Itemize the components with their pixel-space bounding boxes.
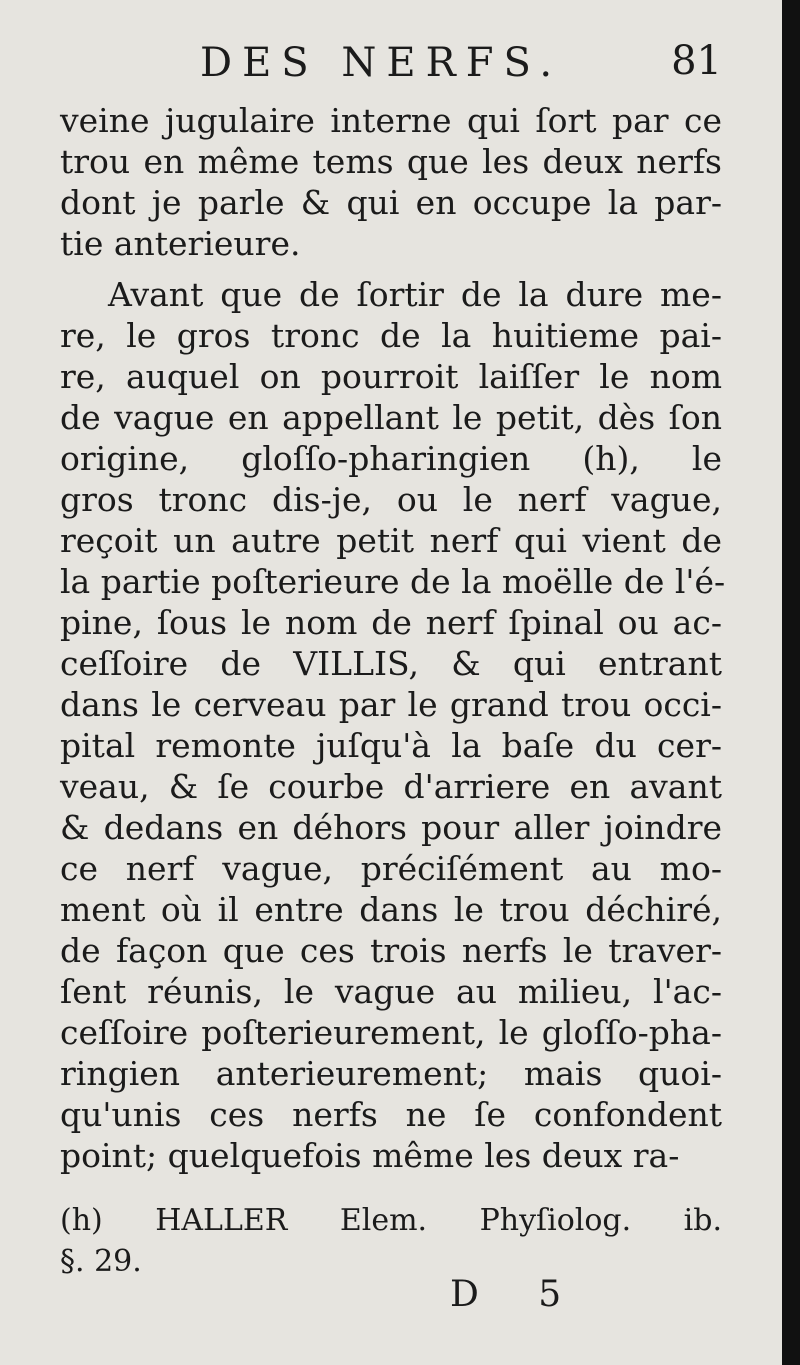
text-line: pine, ſous le nom de nerf ſpinal ou ac-	[60, 603, 722, 642]
body-text	[60, 100, 726, 1176]
running-head: DES NERFS.	[200, 40, 563, 86]
text-line: ſent réunis, le vague au milieu, l'ac-	[60, 972, 722, 1011]
text-line: point; quelquefois même les deux ra-	[60, 1136, 680, 1175]
text-line: ceſſoire de VILLIS, & qui entrant	[60, 644, 722, 683]
paragraph	[60, 274, 726, 1176]
text-line: veine jugulaire interne qui ſort par ce	[60, 101, 722, 140]
text-line: gros tronc dis-je, ou le nerf vague,	[60, 480, 722, 519]
signature-mark: D 5	[450, 1274, 586, 1315]
text-line: tie anterieure.	[60, 224, 301, 263]
text-line: de façon que ces trois nerfs le traver-	[60, 931, 722, 970]
text-line: ringien anterieurement; mais quoi-	[60, 1054, 722, 1093]
text-line: la partie poſterieure de la moëlle de l'é-	[60, 562, 726, 601]
text-line: re, auquel on pourroit laiſſer le nom	[60, 357, 722, 396]
text-line: & dedans en déhors pour aller joindre	[60, 808, 722, 847]
text-line: qu'unis ces nerfs ne ſe confondent	[60, 1095, 722, 1134]
page-edge-shadow	[782, 0, 800, 1365]
footnote-line: §. 29.	[60, 1244, 142, 1279]
text-line: dans le cerveau par le grand trou occi-	[60, 685, 722, 724]
page-header	[60, 30, 722, 90]
text-line: reçoit un autre petit nerf qui vient de	[60, 521, 722, 560]
text-line: re, le gros tronc de la huitieme pai-	[60, 316, 722, 355]
text-line: dont je parle & qui en occupe la par-	[60, 183, 722, 222]
text-line: trou en même tems que les deux nerfs	[60, 142, 722, 181]
paragraph	[60, 100, 722, 264]
text-line: veau, & ſe courbe d'arriere en avant	[60, 767, 722, 806]
text-line: ce nerf vague, préciſément au mo-	[60, 849, 722, 888]
page-number: 81	[671, 38, 722, 84]
text-line: origine, gloſſo-pharingien (h), le	[60, 439, 722, 478]
footnote	[60, 1200, 722, 1282]
text-line: de vague en appellant le petit, dès ſon	[60, 398, 722, 437]
paragraph-gap	[60, 264, 722, 274]
text-line: pital remonte juſqu'à la baſe du cer-	[60, 726, 722, 765]
text-line: ceſſoire poſterieurement, le gloſſo-pha-	[60, 1013, 722, 1052]
footnote-line: (h) HALLER Elem. Phyſiolog. ib.	[60, 1203, 722, 1238]
text-line: ment où il entre dans le trou déchiré,	[60, 890, 722, 929]
text-line: Avant que de ſortir de la dure me-	[108, 275, 722, 314]
